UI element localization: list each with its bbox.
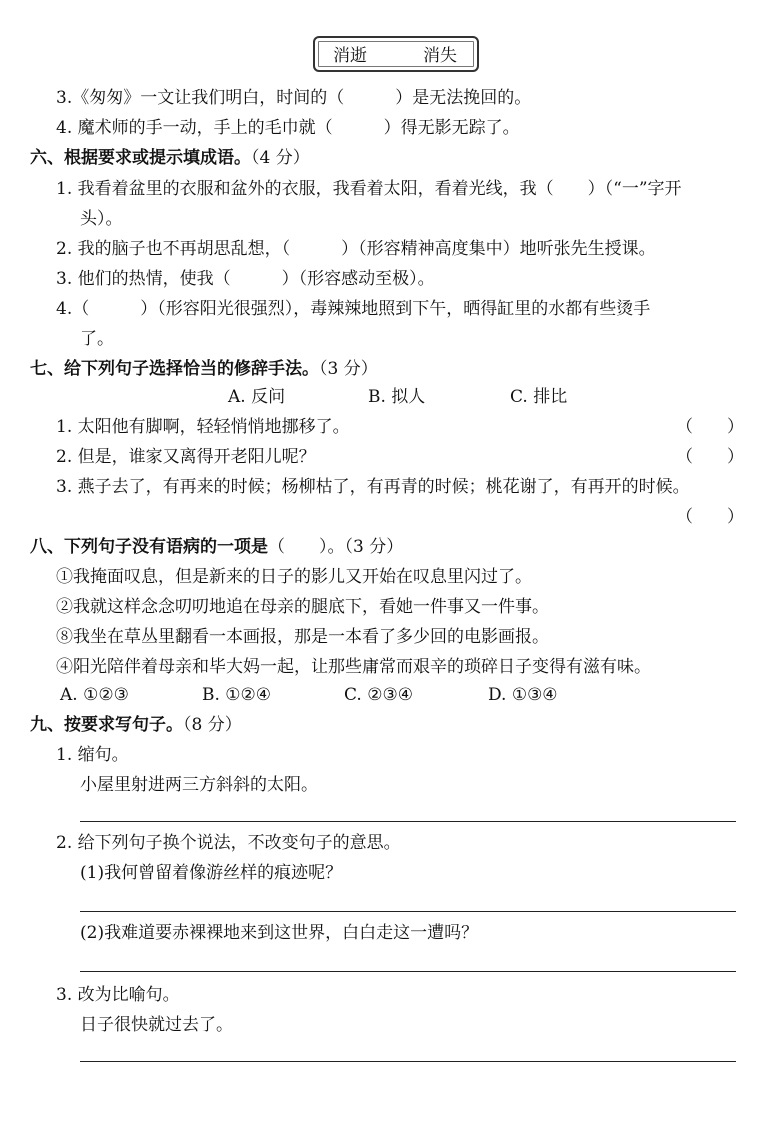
s9-question-2-part-1: (1)我何曾留着像游丝样的痕迹呢？	[80, 863, 343, 883]
s8-option-b: B. ①②④	[202, 685, 272, 705]
s7-option-b: B. 拟人	[368, 387, 426, 407]
section-9-score: （8 分）	[183, 715, 242, 735]
s6-question-1-cont: 头）。	[80, 209, 123, 229]
s6-question-1: 1. 我看着盆里的衣服和盆外的衣服，我看着太阳，看着光线，我（ ）（“一”字开	[56, 179, 682, 199]
section-6-score: （4 分）	[251, 148, 310, 168]
s8-item-1: ①我掩面叹息，但是新来的日子的影儿又开始在叹息里闪过了。	[56, 567, 532, 587]
answer-line-4[interactable]	[80, 1061, 736, 1062]
s9-question-3: 3. 改为比喻句。	[56, 985, 180, 1005]
section-7-score: （3 分）	[319, 359, 378, 379]
s8-item-2: ②我就这样念念叨叨地追在母亲的腿底下，看她一件事又一件事。	[56, 597, 549, 617]
section-9-title: 九、按要求写句子。	[30, 715, 183, 735]
s8-option-d: D. ①③④	[488, 685, 558, 705]
s7-answer-1: （ ）	[676, 417, 744, 437]
section-7-title: 七、给下列句子选择恰当的修辞手法。	[30, 359, 319, 379]
s7-answer-3: （ ）	[676, 507, 744, 527]
s9-question-2: 2. 给下列句子换个说法，不改变句子的意思。	[56, 833, 401, 853]
s6-question-4-cont: 了。	[80, 329, 114, 349]
word-pair-box	[313, 36, 479, 72]
s8-item-4: ④阳光陪伴着母亲和毕大妈一起，让那些庸常而艰辛的琐碎日子变得有滋有味。	[56, 657, 651, 677]
section-9-heading	[30, 713, 242, 737]
answer-line-1[interactable]	[80, 821, 736, 822]
word-xiaoshi-1: 消逝	[333, 46, 367, 66]
section-8-title: 八、下列句子没有语病的一项是	[30, 537, 268, 557]
s5-question-4: 4. 魔术师的手一动，手上的毛巾就（ ）得无影无踪了。	[56, 118, 520, 138]
section-6-title: 六、根据要求或提示填成语。	[30, 148, 251, 168]
section-8-score: （ ）。（3 分）	[268, 537, 404, 557]
section-7-heading	[30, 357, 378, 381]
s9-question-2-part-2: (2)我难道要赤裸裸地来到这世界，白白走这一遭吗？	[80, 923, 479, 943]
s9-question-3-sentence: 日子很快就过去了。	[80, 1015, 233, 1035]
s7-answer-2: （ ）	[676, 447, 744, 467]
s8-item-3: ⑧我坐在草丛里翻看一本画报，那是一本看了多少回的电影画报。	[56, 627, 549, 647]
section-8-heading	[30, 535, 403, 559]
answer-line-3[interactable]	[80, 971, 736, 972]
s7-option-a: A. 反问	[228, 387, 286, 407]
s6-question-3: 3. 他们的热情，使我（ ）（形容感动至极）。	[56, 269, 435, 289]
s7-option-c: C. 排比	[510, 387, 568, 407]
s6-question-4: 4.（ ）（形容阳光很强烈），毒辣辣地照到下午，晒得缸里的水都有些烫手	[56, 299, 651, 319]
s9-question-1-sentence: 小屋里射进两三方斜斜的太阳。	[80, 775, 318, 795]
s6-question-2: 2. 我的脑子也不再胡思乱想，（ ）（形容精神高度集中）地听张先生授课。	[56, 239, 656, 259]
s7-question-2: 2. 但是，谁家又离得开老阳儿呢？	[56, 447, 316, 467]
s8-option-a: A. ①②③	[60, 685, 129, 705]
s8-option-c: C. ②③④	[344, 685, 413, 705]
answer-line-2[interactable]	[80, 911, 736, 912]
section-6-heading	[30, 146, 310, 170]
s7-question-1: 1. 太阳他有脚啊，轻轻悄悄地挪移了。	[56, 417, 350, 437]
s5-question-3: 3.《匆匆》一文让我们明白，时间的（ ）是无法挽回的。	[56, 88, 532, 108]
word-xiaoshi-2: 消失	[423, 46, 457, 66]
s9-question-1: 1. 缩句。	[56, 745, 129, 765]
s7-question-3: 3. 燕子去了，有再来的时候；杨柳枯了，有再青的时候；桃花谢了，有再开的时候。	[56, 477, 690, 497]
